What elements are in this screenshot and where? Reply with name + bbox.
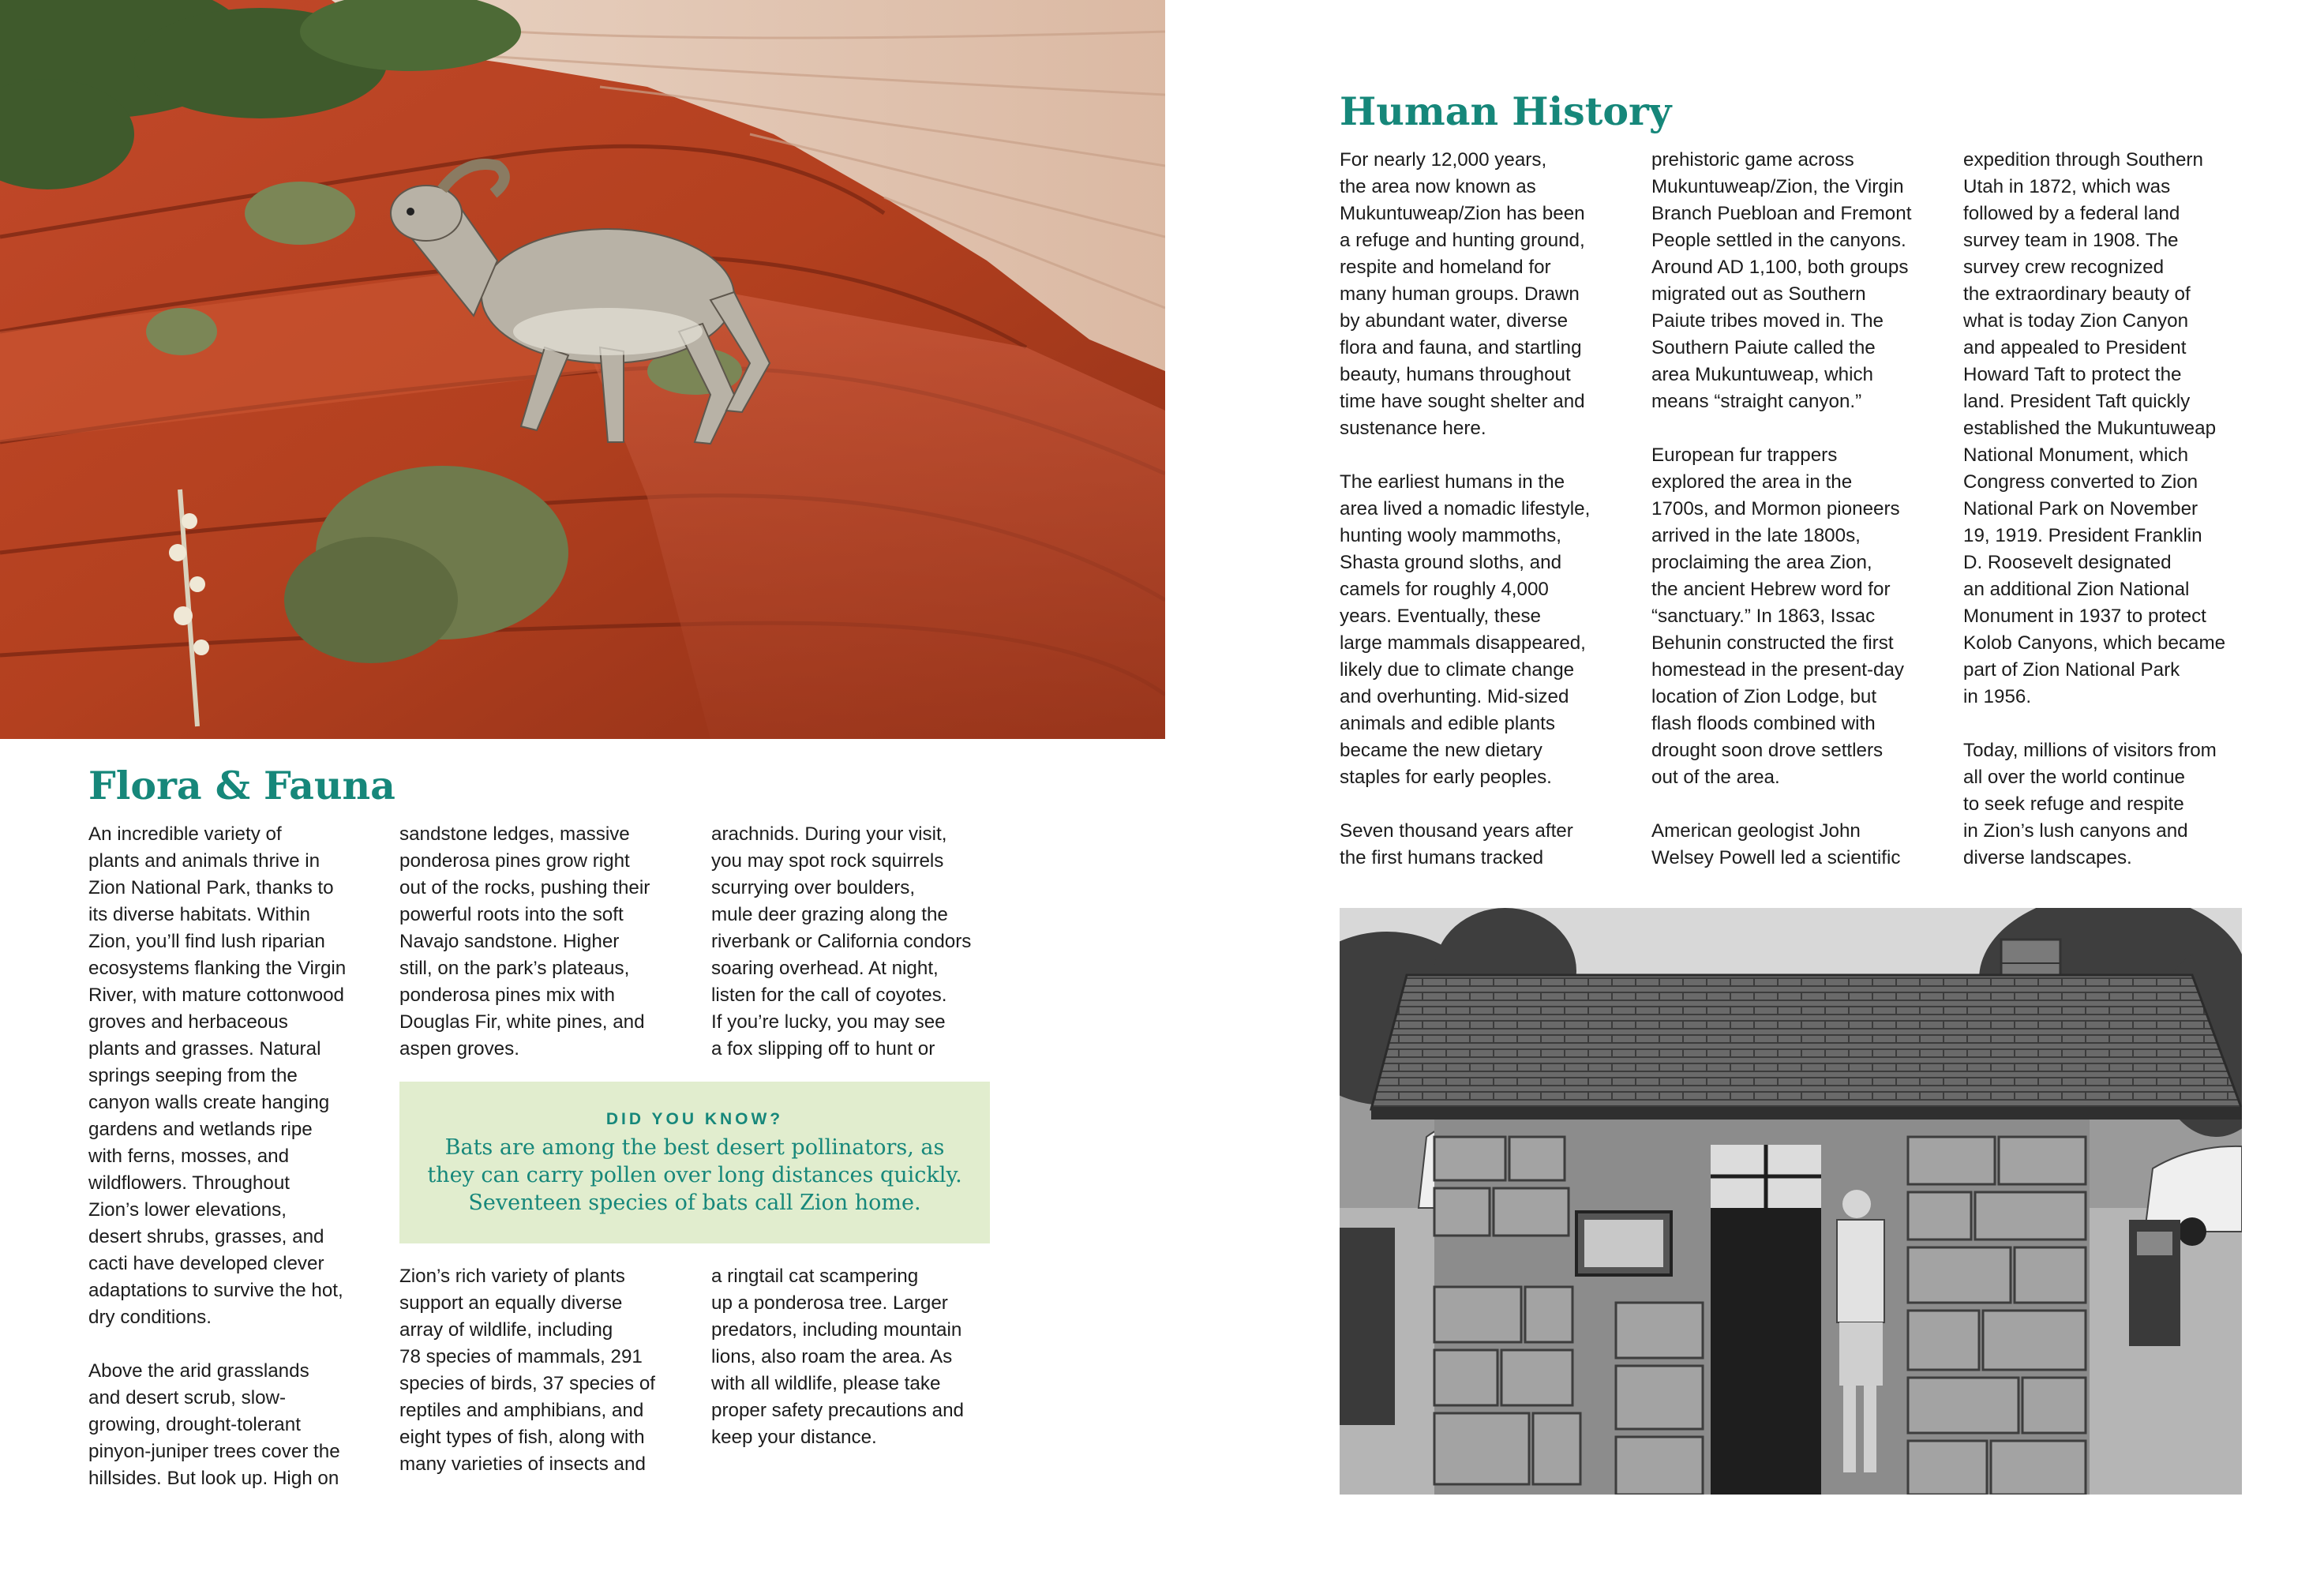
human-history-title: Human History — [1340, 88, 1672, 134]
human-history-column-3: expedition through Southern Utah in 1872, which was followed by a federal land survey team in 1908. The survey crew recognized the extraordinary beauty of what is today Zion Canyon and appealed to President Howard Taft to protect the land. President Taft quickly established the Mukuntuweap National Monument, which Congress converted to Zion National Park on November 19, 1919. President Franklin D. Roosevelt designated an additional Zion National Monument in 1937 to protect Kolob Canyons, which became part of Zion National Park in 1956. Today, millions of visitors from all over the world continue to seek refuge and respite in Zion’s lush canyons and diverse landscapes. — [1963, 149, 2226, 868]
human-history-column-1: For nearly 12,000 years, the area now known as Mukuntuweap/Zion has been a refuge and hunting ground, respite and homeland for many human groups. Drawn by abundant water, diverse flora and fauna, and startling beauty, humans throughout time have sought shelter and sustenance here. The earliest humans in the area lived a nomadic lifestyle, hunting wooly mammoths, Shasta ground sloths, and camels for roughly 4,000 years. Eventually, these large mammals disappeared, likely due to climate change and overhunting. Mid-sized animals and edible plants became the new dietary staples for early peoples. Seven thousand years after the first humans tracked — [1340, 149, 1591, 868]
did-you-know-heading: DID YOU KNOW? — [605, 1110, 784, 1128]
did-you-know-callout — [399, 1082, 990, 1243]
flora-fauna-column-2-top: sandstone ledges, massive ponderosa pines grow right out of the rocks, pushing their powerful roots into the soft Navajo sandstone. Higher still, on the park’s plateaus, ponderosa pines mix with Douglas Fir, white pines, and aspen groves. — [399, 823, 650, 1060]
flora-fauna-column-3-bottom: a ringtail cat scampering up a ponderosa tree. Larger predators, including mountain lions, also roam the area. As with all wildlife, please take proper safety precautions and keep your distance. — [711, 1266, 965, 1448]
flora-fauna-column-3-top: arachnids. During your visit, you may spot rock squirrels scurrying over boulders, mule deer grazing along the riverbank or California condors soaring overhead. At night, listen for the call of coyotes. If you’re lucky, you may see a fox slipping off to hunt or — [711, 823, 972, 1060]
stone-building-photo — [1340, 908, 2242, 1495]
flora-fauna-column-2-bottom: Zion’s rich variety of plants support an equally diverse array of wildlife, including 78 species of mammals, 291 species of birds, 37 species of reptiles and amphibians, and eight types of fish, along with many varieties of insects and — [399, 1266, 656, 1475]
flora-fauna-title: Flora & Fauna — [88, 763, 395, 808]
human-history-column-2: prehistoric game across Mukuntuweap/Zion, the Virgin Branch Puebloan and Fremont People settled in the canyons. Around AD 1,100, both groups migrated out as Southern Paiute tribes moved in. The Southern Paiute called the area Mukuntuweap, which means “straight canyon.” European fur trappers explored the area in the 1700s, and Mormon pioneers arrived in the late 1800s, proclaiming the area Zion, the ancient Hebrew word for “sanctuary.” In 1863, Issac Behunin constructed the first homestead in the present-day location of Zion Lodge, but flash floods combined with drought soon drove settlers out of the area. American geologist John Welsey Powell led a scientific — [1651, 149, 1912, 868]
flora-fauna-column-1: An incredible variety of plants and animals thrive in Zion National Park, thanks to its diverse habitats. Within Zion, you’ll find lush riparian ecosystems flanking the Virgin River, with mature cottonwood groves and herbaceous plants and grasses. Natural springs seeping from the canyon walls create hanging gardens and wetlands ripe with ferns, mosses, and wildflowers. Throughout Zion’s lower elevations, desert shrubs, grasses, and cacti have developed clever adaptations to survive the hot, dry conditions. Above the arid grasslands and desert scrub, slow- growing, drought-tolerant pinyon-juniper trees cover the hillsides. But look up. High on — [88, 823, 347, 1489]
bighorn-sheep-photo — [0, 0, 1165, 739]
did-you-know-body: Bats are among the best desert pollinators, as they can carry pollen over long distances quickly. Seventeen species of bats call Zion home. — [427, 1135, 962, 1215]
